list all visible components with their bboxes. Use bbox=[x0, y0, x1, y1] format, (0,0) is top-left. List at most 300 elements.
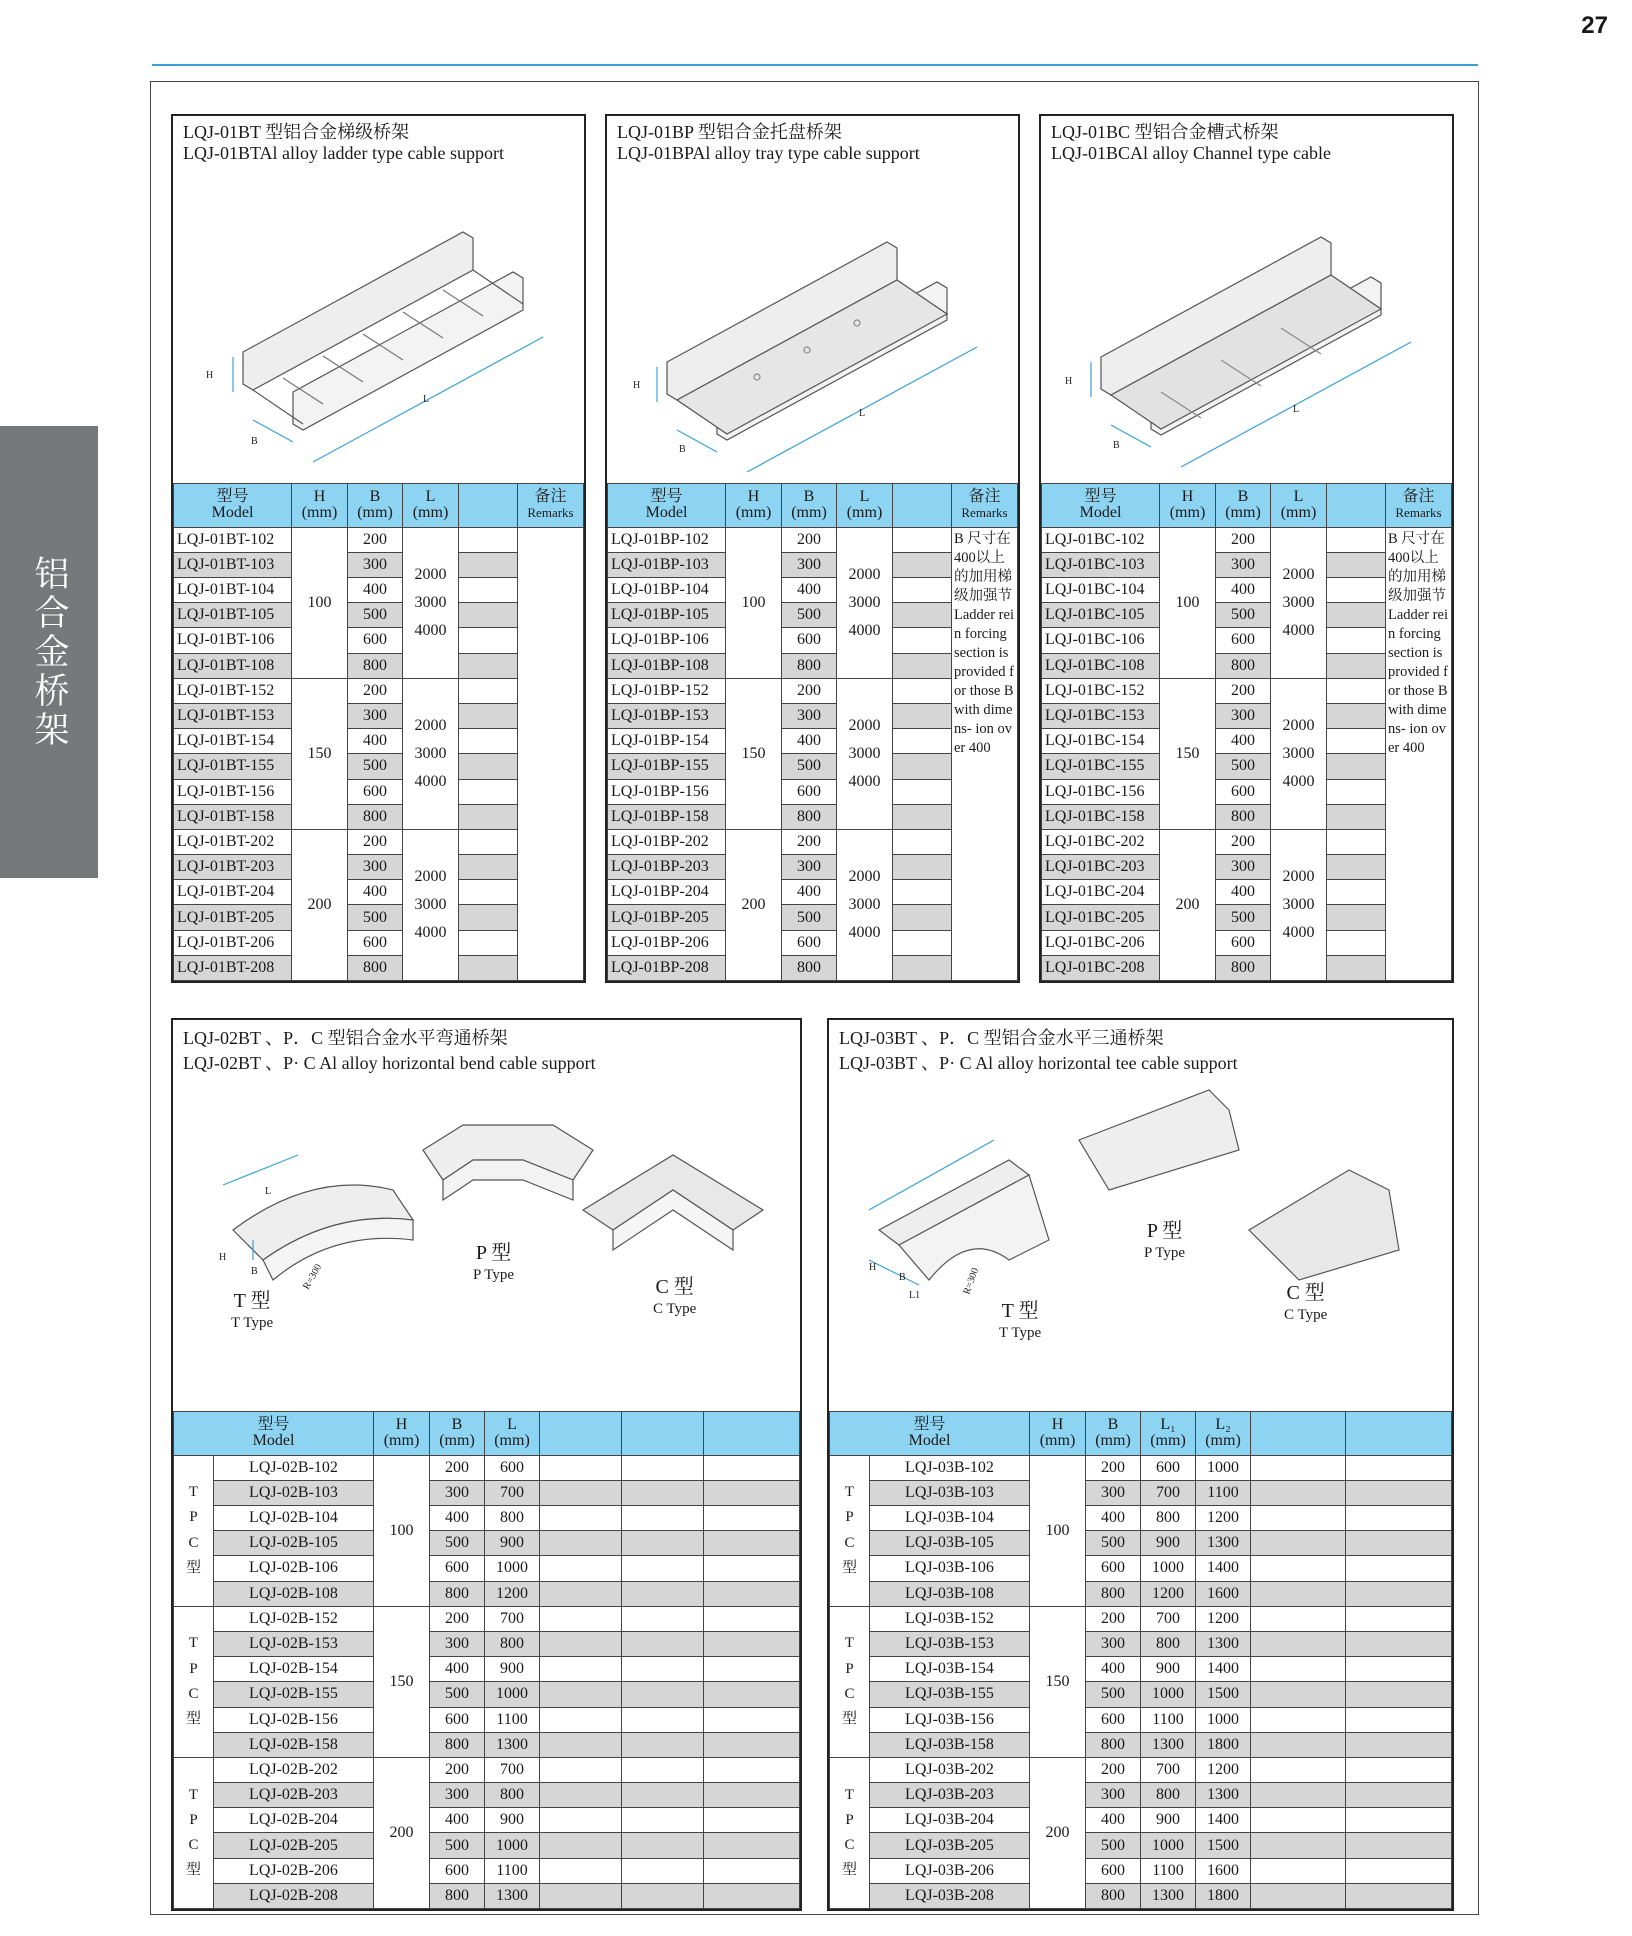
model-cell: LQJ-01BC-102 bbox=[1042, 527, 1160, 552]
model-cell: LQJ-01BP-154 bbox=[608, 729, 726, 754]
model-cell: LQJ-01BP-205 bbox=[608, 905, 726, 930]
h-cell: 150 bbox=[1160, 678, 1216, 829]
blank-cell bbox=[704, 1506, 800, 1531]
blank-cell bbox=[1346, 1858, 1452, 1883]
blank-cell bbox=[893, 880, 952, 905]
b-cell: 400 bbox=[430, 1808, 485, 1833]
blank-cell bbox=[622, 1707, 704, 1732]
col-model: 型号 Model bbox=[830, 1411, 1030, 1455]
p-type-label: P 型 P Type bbox=[473, 1242, 515, 1283]
blank-cell bbox=[459, 729, 518, 754]
l-cell: 2000 3000 4000 bbox=[1271, 527, 1327, 678]
model-cell: LQJ-01BT-104 bbox=[174, 578, 292, 603]
table-row bbox=[174, 1883, 800, 1908]
tray-illustration bbox=[607, 172, 1018, 472]
blank-cell bbox=[1346, 1707, 1452, 1732]
b-cell: 200 bbox=[348, 678, 403, 703]
blank-cell bbox=[1327, 955, 1386, 980]
table-row bbox=[830, 1783, 1452, 1808]
blank-cell bbox=[704, 1883, 800, 1908]
blank-cell bbox=[893, 955, 952, 980]
l-cell: 800 bbox=[485, 1783, 540, 1808]
model-cell: LQJ-01BT-205 bbox=[174, 905, 292, 930]
b-cell: 800 bbox=[1216, 653, 1271, 678]
col-h: H (mm) bbox=[1030, 1411, 1086, 1455]
ladder-tray-drawing bbox=[173, 172, 584, 472]
model-cell: LQJ-01BT-103 bbox=[174, 552, 292, 577]
l-cell: 700 bbox=[485, 1606, 540, 1631]
l-cell: 1100 bbox=[1141, 1858, 1196, 1883]
dim-l-label: L bbox=[859, 408, 866, 419]
title-cn: LQJ-01BC 型铝合金槽式桥架 bbox=[1051, 122, 1279, 142]
l-cell: 2000 3000 4000 bbox=[403, 527, 459, 678]
col-model: 型号 Model bbox=[608, 483, 726, 527]
model-cell: LQJ-01BT-204 bbox=[174, 880, 292, 905]
model-cell: LQJ-03B-108 bbox=[870, 1581, 1030, 1606]
model-cell: LQJ-02B-156 bbox=[214, 1707, 374, 1732]
b-cell: 800 bbox=[1086, 1883, 1141, 1908]
b-cell: 600 bbox=[1216, 628, 1271, 653]
b-cell: 500 bbox=[430, 1531, 485, 1556]
blank-cell bbox=[1346, 1808, 1452, 1833]
b-cell: 600 bbox=[348, 628, 403, 653]
h-cell: 200 bbox=[726, 829, 782, 980]
model-cell: LQJ-02B-155 bbox=[214, 1682, 374, 1707]
l-cell: 700 bbox=[1141, 1480, 1196, 1505]
table-row bbox=[174, 1858, 800, 1883]
model-cell: LQJ-03B-156 bbox=[870, 1707, 1030, 1732]
model-cell: LQJ-01BT-202 bbox=[174, 829, 292, 854]
blank-cell bbox=[1327, 880, 1386, 905]
b-cell: 800 bbox=[1216, 955, 1271, 980]
blank-cell bbox=[1346, 1506, 1452, 1531]
blank-cell bbox=[1327, 804, 1386, 829]
model-cell: LQJ-02B-203 bbox=[214, 1783, 374, 1808]
table-header bbox=[830, 1411, 1452, 1455]
col-remarks: 备注 Remarks bbox=[518, 483, 584, 527]
table-row bbox=[174, 1606, 800, 1631]
b-cell: 300 bbox=[1086, 1631, 1141, 1656]
b-cell: 600 bbox=[782, 930, 837, 955]
type-cell: T P C 型 bbox=[174, 1455, 214, 1606]
l2-cell: 1000 bbox=[1196, 1707, 1251, 1732]
panel-title bbox=[1051, 122, 1331, 164]
l-cell: 1000 bbox=[485, 1833, 540, 1858]
blank-cell bbox=[893, 754, 952, 779]
blank-cell bbox=[459, 829, 518, 854]
b-cell: 200 bbox=[1086, 1757, 1141, 1782]
col-l2: L₂ (mm) bbox=[1196, 1411, 1251, 1455]
blank-cell bbox=[1251, 1682, 1346, 1707]
type-cell: T P C 型 bbox=[830, 1455, 870, 1606]
blank-cell bbox=[704, 1455, 800, 1480]
l-cell: 2000 3000 4000 bbox=[837, 678, 893, 829]
channel-illustration bbox=[1041, 172, 1452, 472]
col-l: L (mm) bbox=[1271, 483, 1327, 527]
panel-tray-type bbox=[605, 114, 1020, 983]
table-row bbox=[830, 1757, 1452, 1782]
model-cell: LQJ-01BP-105 bbox=[608, 603, 726, 628]
blank-cell bbox=[540, 1682, 622, 1707]
l-cell: 600 bbox=[1141, 1455, 1196, 1480]
model-cell: LQJ-01BP-152 bbox=[608, 678, 726, 703]
model-cell: LQJ-02B-105 bbox=[214, 1531, 374, 1556]
blank-cell bbox=[622, 1833, 704, 1858]
spec-table bbox=[173, 483, 584, 981]
l-cell: 800 bbox=[1141, 1783, 1196, 1808]
model-cell: LQJ-03B-155 bbox=[870, 1682, 1030, 1707]
blank-cell bbox=[540, 1455, 622, 1480]
blank-cell bbox=[893, 628, 952, 653]
l-cell: 2000 3000 4000 bbox=[837, 527, 893, 678]
col-model: 型号 Model bbox=[1042, 483, 1160, 527]
l-cell: 1200 bbox=[1141, 1581, 1196, 1606]
model-cell: LQJ-01BC-156 bbox=[1042, 779, 1160, 804]
b-cell: 300 bbox=[348, 552, 403, 577]
l-cell: 800 bbox=[1141, 1506, 1196, 1531]
model-cell: LQJ-01BT-208 bbox=[174, 955, 292, 980]
remarks-cell: B 尺寸在400以上的加用梯级加强节Ladder rein forcing section is provided for those B with dimens- ion over 400 bbox=[952, 527, 1018, 980]
blank-cell bbox=[622, 1556, 704, 1581]
model-cell: LQJ-02B-104 bbox=[214, 1506, 374, 1531]
model-cell: LQJ-01BC-154 bbox=[1042, 729, 1160, 754]
panel-horizontal-tee bbox=[827, 1018, 1454, 1911]
header-rule bbox=[152, 64, 1478, 66]
title-en: LQJ-03BT 、P· C Al alloy horizontal tee cable support bbox=[839, 1053, 1238, 1073]
model-cell: LQJ-01BC-206 bbox=[1042, 930, 1160, 955]
model-cell: LQJ-01BC-105 bbox=[1042, 603, 1160, 628]
model-cell: LQJ-01BC-203 bbox=[1042, 855, 1160, 880]
blank-cell bbox=[459, 527, 518, 552]
b-cell: 300 bbox=[430, 1480, 485, 1505]
l-cell: 700 bbox=[1141, 1606, 1196, 1631]
blank-cell bbox=[1346, 1682, 1452, 1707]
b-cell: 600 bbox=[1216, 779, 1271, 804]
blank-cell bbox=[704, 1833, 800, 1858]
dim-h-label: H bbox=[206, 370, 214, 381]
blank-cell bbox=[540, 1833, 622, 1858]
blank-cell bbox=[704, 1858, 800, 1883]
title-en: LQJ-01BTAl alloy ladder type cable support bbox=[183, 143, 504, 163]
b-cell: 400 bbox=[1086, 1506, 1141, 1531]
dim-l-label: L bbox=[265, 1186, 272, 1197]
blank-cell bbox=[1327, 628, 1386, 653]
blank-cell bbox=[1327, 578, 1386, 603]
blank-cell bbox=[704, 1707, 800, 1732]
blank-cell bbox=[459, 905, 518, 930]
blank-cell bbox=[893, 552, 952, 577]
blank-cell bbox=[704, 1732, 800, 1757]
b-cell: 300 bbox=[782, 855, 837, 880]
col-b: B (mm) bbox=[1086, 1411, 1141, 1455]
b-cell: 200 bbox=[782, 527, 837, 552]
blank-cell bbox=[1251, 1631, 1346, 1656]
blank-cell bbox=[1346, 1455, 1452, 1480]
blank-cell bbox=[459, 804, 518, 829]
dim-b-label: B bbox=[1113, 440, 1120, 451]
table-row bbox=[174, 1707, 800, 1732]
blank-cell bbox=[1346, 1757, 1452, 1782]
table-row bbox=[174, 527, 584, 552]
blank-cell bbox=[1327, 729, 1386, 754]
table-row bbox=[174, 1631, 800, 1656]
dim-h-label: H bbox=[219, 1252, 227, 1263]
dim-h-label: H bbox=[633, 380, 641, 391]
blank-cell bbox=[622, 1631, 704, 1656]
table-row bbox=[830, 1682, 1452, 1707]
model-cell: LQJ-01BT-105 bbox=[174, 603, 292, 628]
b-cell: 500 bbox=[1216, 603, 1271, 628]
blank-cell bbox=[893, 603, 952, 628]
dim-r-label: R=300 bbox=[961, 1266, 982, 1297]
l-cell: 900 bbox=[485, 1808, 540, 1833]
blank-cell bbox=[893, 578, 952, 603]
table-header bbox=[608, 483, 1018, 527]
b-cell: 800 bbox=[430, 1883, 485, 1908]
l2-cell: 1500 bbox=[1196, 1833, 1251, 1858]
l2-cell: 1600 bbox=[1196, 1581, 1251, 1606]
b-cell: 800 bbox=[782, 804, 837, 829]
b-cell: 400 bbox=[782, 729, 837, 754]
blank-cell bbox=[1251, 1531, 1346, 1556]
b-cell: 400 bbox=[782, 880, 837, 905]
b-cell: 500 bbox=[348, 603, 403, 628]
dim-b-label: B bbox=[679, 444, 686, 455]
b-cell: 400 bbox=[348, 880, 403, 905]
blank-cell bbox=[893, 905, 952, 930]
blank-cell bbox=[622, 1455, 704, 1480]
model-cell: LQJ-03B-153 bbox=[870, 1631, 1030, 1656]
table-row bbox=[608, 527, 1018, 552]
b-cell: 500 bbox=[782, 905, 837, 930]
l2-cell: 1200 bbox=[1196, 1506, 1251, 1531]
model-cell: LQJ-01BP-102 bbox=[608, 527, 726, 552]
tray-drawing bbox=[607, 172, 1018, 472]
blank-cell bbox=[1251, 1581, 1346, 1606]
model-cell: LQJ-02B-202 bbox=[214, 1757, 374, 1782]
model-cell: LQJ-03B-205 bbox=[870, 1833, 1030, 1858]
blank-cell bbox=[1251, 1808, 1346, 1833]
blank-cell bbox=[540, 1707, 622, 1732]
model-cell: LQJ-01BC-153 bbox=[1042, 703, 1160, 728]
model-cell: LQJ-02B-206 bbox=[214, 1858, 374, 1883]
col-b: B (mm) bbox=[348, 483, 403, 527]
l2-cell: 1400 bbox=[1196, 1808, 1251, 1833]
col-blank bbox=[704, 1411, 800, 1455]
blank-cell bbox=[1251, 1606, 1346, 1631]
l-cell: 900 bbox=[1141, 1808, 1196, 1833]
model-cell: LQJ-03B-154 bbox=[870, 1657, 1030, 1682]
l-cell: 1300 bbox=[1141, 1732, 1196, 1757]
blank-cell bbox=[622, 1531, 704, 1556]
blank-cell bbox=[704, 1757, 800, 1782]
b-cell: 200 bbox=[348, 829, 403, 854]
title-cn: LQJ-01BT 型铝合金梯级桥架 bbox=[183, 122, 410, 142]
t-type-label: T 型 T Type bbox=[999, 1300, 1042, 1341]
h-cell: 100 bbox=[292, 527, 348, 678]
l2-cell: 1800 bbox=[1196, 1883, 1251, 1908]
model-cell: LQJ-01BP-204 bbox=[608, 880, 726, 905]
col-h: H (mm) bbox=[1160, 483, 1216, 527]
dim-b-label: B bbox=[251, 436, 258, 447]
model-cell: LQJ-02B-152 bbox=[214, 1606, 374, 1631]
b-cell: 800 bbox=[782, 955, 837, 980]
table-row bbox=[174, 1581, 800, 1606]
l-cell: 1000 bbox=[1141, 1833, 1196, 1858]
l-cell: 1000 bbox=[1141, 1682, 1196, 1707]
model-cell: LQJ-01BC-103 bbox=[1042, 552, 1160, 577]
table-header bbox=[174, 483, 584, 527]
b-cell: 800 bbox=[1216, 804, 1271, 829]
l-cell: 2000 3000 4000 bbox=[1271, 678, 1327, 829]
model-cell: LQJ-02B-102 bbox=[214, 1455, 374, 1480]
blank-cell bbox=[622, 1732, 704, 1757]
model-cell: LQJ-02B-154 bbox=[214, 1657, 374, 1682]
blank-cell bbox=[540, 1858, 622, 1883]
blank-cell bbox=[1251, 1883, 1346, 1908]
l2-cell: 1400 bbox=[1196, 1556, 1251, 1581]
blank-cell bbox=[704, 1531, 800, 1556]
blank-cell bbox=[622, 1783, 704, 1808]
model-cell: LQJ-01BP-206 bbox=[608, 930, 726, 955]
blank-cell bbox=[704, 1808, 800, 1833]
col-l: L (mm) bbox=[485, 1411, 540, 1455]
b-cell: 600 bbox=[430, 1556, 485, 1581]
b-cell: 500 bbox=[1086, 1833, 1141, 1858]
model-cell: LQJ-03B-105 bbox=[870, 1531, 1030, 1556]
b-cell: 300 bbox=[1216, 703, 1271, 728]
l-cell: 600 bbox=[485, 1455, 540, 1480]
h-cell: 150 bbox=[726, 678, 782, 829]
model-cell: LQJ-01BP-208 bbox=[608, 955, 726, 980]
h-cell: 100 bbox=[1030, 1455, 1086, 1606]
b-cell: 200 bbox=[1216, 527, 1271, 552]
table-row bbox=[174, 1657, 800, 1682]
model-cell: LQJ-01BC-106 bbox=[1042, 628, 1160, 653]
col-b: B (mm) bbox=[1216, 483, 1271, 527]
model-cell: LQJ-01BC-158 bbox=[1042, 804, 1160, 829]
title-cn: LQJ-01BP 型铝合金托盘桥架 bbox=[617, 122, 842, 142]
l2-cell: 1400 bbox=[1196, 1657, 1251, 1682]
l-cell: 1000 bbox=[1141, 1556, 1196, 1581]
b-cell: 300 bbox=[348, 855, 403, 880]
l2-cell: 1300 bbox=[1196, 1531, 1251, 1556]
type-cell: T P C 型 bbox=[830, 1606, 870, 1757]
c-type-label: C 型 C Type bbox=[1284, 1282, 1328, 1323]
b-cell: 400 bbox=[1216, 578, 1271, 603]
blank-cell bbox=[704, 1480, 800, 1505]
type-cell: T P C 型 bbox=[830, 1757, 870, 1908]
blank-cell bbox=[1251, 1858, 1346, 1883]
table-row bbox=[830, 1657, 1452, 1682]
b-cell: 600 bbox=[1086, 1858, 1141, 1883]
blank-cell bbox=[459, 855, 518, 880]
l-cell: 900 bbox=[485, 1531, 540, 1556]
l-cell: 1300 bbox=[1141, 1883, 1196, 1908]
b-cell: 600 bbox=[1216, 930, 1271, 955]
dim-h-label: H bbox=[869, 1262, 877, 1273]
blank-cell bbox=[893, 930, 952, 955]
col-remarks: 备注 Remarks bbox=[1386, 483, 1452, 527]
blank-cell bbox=[459, 678, 518, 703]
model-cell: LQJ-03B-106 bbox=[870, 1556, 1030, 1581]
b-cell: 200 bbox=[1216, 829, 1271, 854]
blank-cell bbox=[1327, 779, 1386, 804]
blank-cell bbox=[540, 1808, 622, 1833]
blank-cell bbox=[540, 1883, 622, 1908]
model-cell: LQJ-01BP-106 bbox=[608, 628, 726, 653]
blank-cell bbox=[704, 1556, 800, 1581]
title-cn: LQJ-02BT 、P．C 型铝合金水平弯通桥架 bbox=[183, 1028, 508, 1048]
l2-cell: 1100 bbox=[1196, 1480, 1251, 1505]
model-cell: LQJ-01BT-156 bbox=[174, 779, 292, 804]
dim-b-label: B bbox=[251, 1266, 258, 1277]
model-cell: LQJ-03B-202 bbox=[870, 1757, 1030, 1782]
model-cell: LQJ-03B-203 bbox=[870, 1783, 1030, 1808]
l-cell: 2000 3000 4000 bbox=[837, 829, 893, 980]
model-cell: LQJ-01BC-208 bbox=[1042, 955, 1160, 980]
blank-cell bbox=[1251, 1833, 1346, 1858]
b-cell: 800 bbox=[1086, 1732, 1141, 1757]
b-cell: 300 bbox=[348, 703, 403, 728]
model-cell: LQJ-01BP-108 bbox=[608, 653, 726, 678]
side-section-label: 铝合金桥架 bbox=[29, 554, 69, 750]
b-cell: 500 bbox=[348, 754, 403, 779]
panel-title bbox=[183, 1026, 596, 1076]
table-row bbox=[174, 1455, 800, 1480]
col-h: H (mm) bbox=[374, 1411, 430, 1455]
b-cell: 800 bbox=[430, 1581, 485, 1606]
spec-table bbox=[829, 1411, 1452, 1909]
b-cell: 600 bbox=[348, 779, 403, 804]
dim-l1-label: L1 bbox=[909, 1290, 921, 1301]
blank-cell bbox=[459, 603, 518, 628]
spec-table bbox=[173, 1411, 800, 1909]
table-row bbox=[830, 1858, 1452, 1883]
b-cell: 500 bbox=[430, 1682, 485, 1707]
blank-cell bbox=[1346, 1531, 1452, 1556]
model-cell: LQJ-01BT-153 bbox=[174, 703, 292, 728]
b-cell: 400 bbox=[782, 578, 837, 603]
b-cell: 200 bbox=[430, 1606, 485, 1631]
b-cell: 500 bbox=[782, 754, 837, 779]
model-cell: LQJ-02B-153 bbox=[214, 1631, 374, 1656]
l-cell: 900 bbox=[1141, 1657, 1196, 1682]
blank-cell bbox=[704, 1606, 800, 1631]
blank-cell bbox=[704, 1783, 800, 1808]
b-cell: 800 bbox=[348, 955, 403, 980]
model-cell: LQJ-03B-152 bbox=[870, 1606, 1030, 1631]
col-l1: L₁ (mm) bbox=[1141, 1411, 1196, 1455]
table-header bbox=[174, 1411, 800, 1455]
blank-cell bbox=[540, 1581, 622, 1606]
b-cell: 200 bbox=[1086, 1455, 1141, 1480]
blank-cell bbox=[540, 1480, 622, 1505]
col-remarks: 备注 Remarks bbox=[952, 483, 1018, 527]
model-cell: LQJ-01BC-152 bbox=[1042, 678, 1160, 703]
channel-drawing bbox=[1041, 172, 1452, 472]
table-row bbox=[830, 1707, 1452, 1732]
b-cell: 300 bbox=[782, 703, 837, 728]
l-cell: 900 bbox=[485, 1657, 540, 1682]
h-cell: 200 bbox=[374, 1757, 430, 1908]
model-cell: LQJ-02B-106 bbox=[214, 1556, 374, 1581]
col-model: 型号 Model bbox=[174, 1411, 374, 1455]
blank-cell bbox=[459, 703, 518, 728]
l2-cell: 1500 bbox=[1196, 1682, 1251, 1707]
col-blank bbox=[1251, 1411, 1346, 1455]
blank-cell bbox=[1327, 678, 1386, 703]
